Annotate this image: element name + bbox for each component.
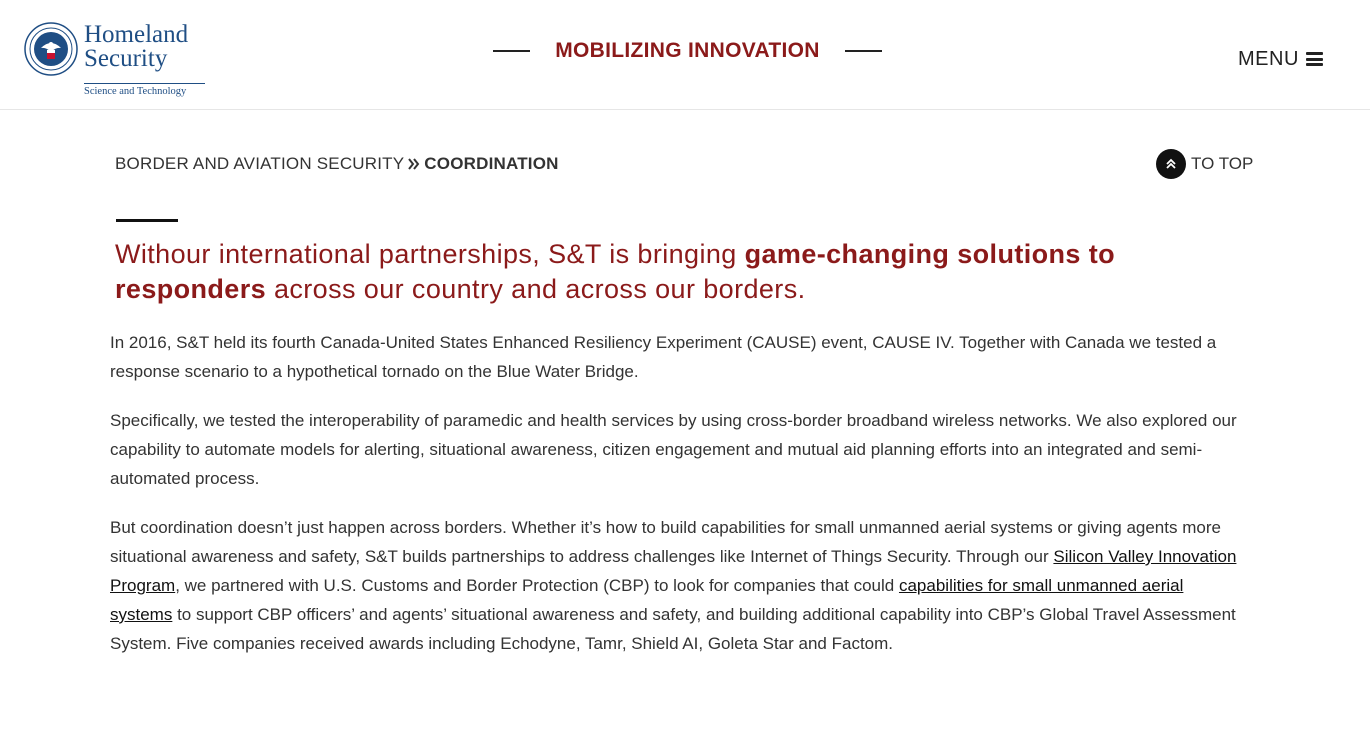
paragraph-3-text-b: , we partnered with U.S. Customs and Border Protection (CBP) to look for companies that could <box>175 576 899 595</box>
lede-emphasis: game-changing solutions to responders <box>115 239 1116 304</box>
logo-title <box>84 23 188 71</box>
to-top-circle <box>1156 149 1186 179</box>
dhs-seal-icon <box>24 22 78 76</box>
site-header <box>0 0 1370 110</box>
double-chevron-up-icon <box>1165 158 1177 170</box>
paragraph-1: In 2016, S&T held its fourth Canada-United States Enhanced Resiliency Experiment (CAUSE) event, CAUSE IV. Together with Canada we tested a response scenario to a hypothetical tornado on the Blue Water Bridge. <box>110 333 1217 381</box>
paragraph-2: Specifically, we tested the interoperability of paramedic and health services by using cross-border broadband wireless networks. We also explored our capability to automate models for alerting, situational awareness, citizen engagement and mutual aid planning efforts into an integrated and semi-automated process. <box>110 411 1237 488</box>
heading-accent-bar <box>116 219 178 222</box>
paragraph-3-text-a: But coordination doesn’t just happen across borders. Whether it’s how to build capabilities for small unmanned aerial systems or giving agents more situational awareness and safety, S&T builds partnerships to address challenges like Internet of Things Security. Through our <box>110 518 1221 566</box>
to-top-button[interactable] <box>1156 149 1253 179</box>
logo-title-line2: Security <box>84 45 168 72</box>
tagline-text: MOBILIZING INNOVATION <box>555 39 820 62</box>
to-top-label: TO TOP <box>1191 154 1254 173</box>
logo-divider <box>84 83 205 84</box>
site-tagline <box>493 36 882 66</box>
lede-heading <box>115 237 1235 307</box>
small-uas-capabilities-link[interactable]: capabilities for small unmanned aerial systems <box>110 576 1184 624</box>
lede-part2: across our country and across our borders. <box>266 274 806 304</box>
breadcrumb-parent-link[interactable]: BORDER AND AVIATION SECURITY <box>115 154 405 173</box>
hamburger-icon <box>1306 52 1323 66</box>
menu-button[interactable] <box>1238 46 1323 72</box>
dhs-st-logo[interactable] <box>24 20 209 100</box>
silicon-valley-innovation-program-link[interactable]: Silicon Valley Innovation Program <box>110 547 1237 595</box>
breadcrumb-current: COORDINATION <box>424 154 559 173</box>
breadcrumb <box>115 152 559 176</box>
paragraph-3-text-c: to support CBP officers’ and agents’ situational awareness and safety, and building additional capability into CBP’s Global Travel Assessment System. Five companies received awards including Echodyne, Tamr, Shield AI, Goleta Star and Factom. <box>110 605 1236 653</box>
tagline-right-rule <box>845 50 882 52</box>
logo-title-line1: Homeland <box>84 21 189 48</box>
tagline-left-rule <box>493 50 530 52</box>
double-chevron-right-icon <box>408 158 420 170</box>
paragraph-3 <box>110 513 1245 658</box>
lede-part1: Withour international partnerships, S&T is bringing <box>115 239 745 269</box>
menu-label: MENU <box>1238 47 1299 70</box>
logo-subtitle: Science and Technology <box>84 86 187 97</box>
article-body <box>110 328 1245 678</box>
